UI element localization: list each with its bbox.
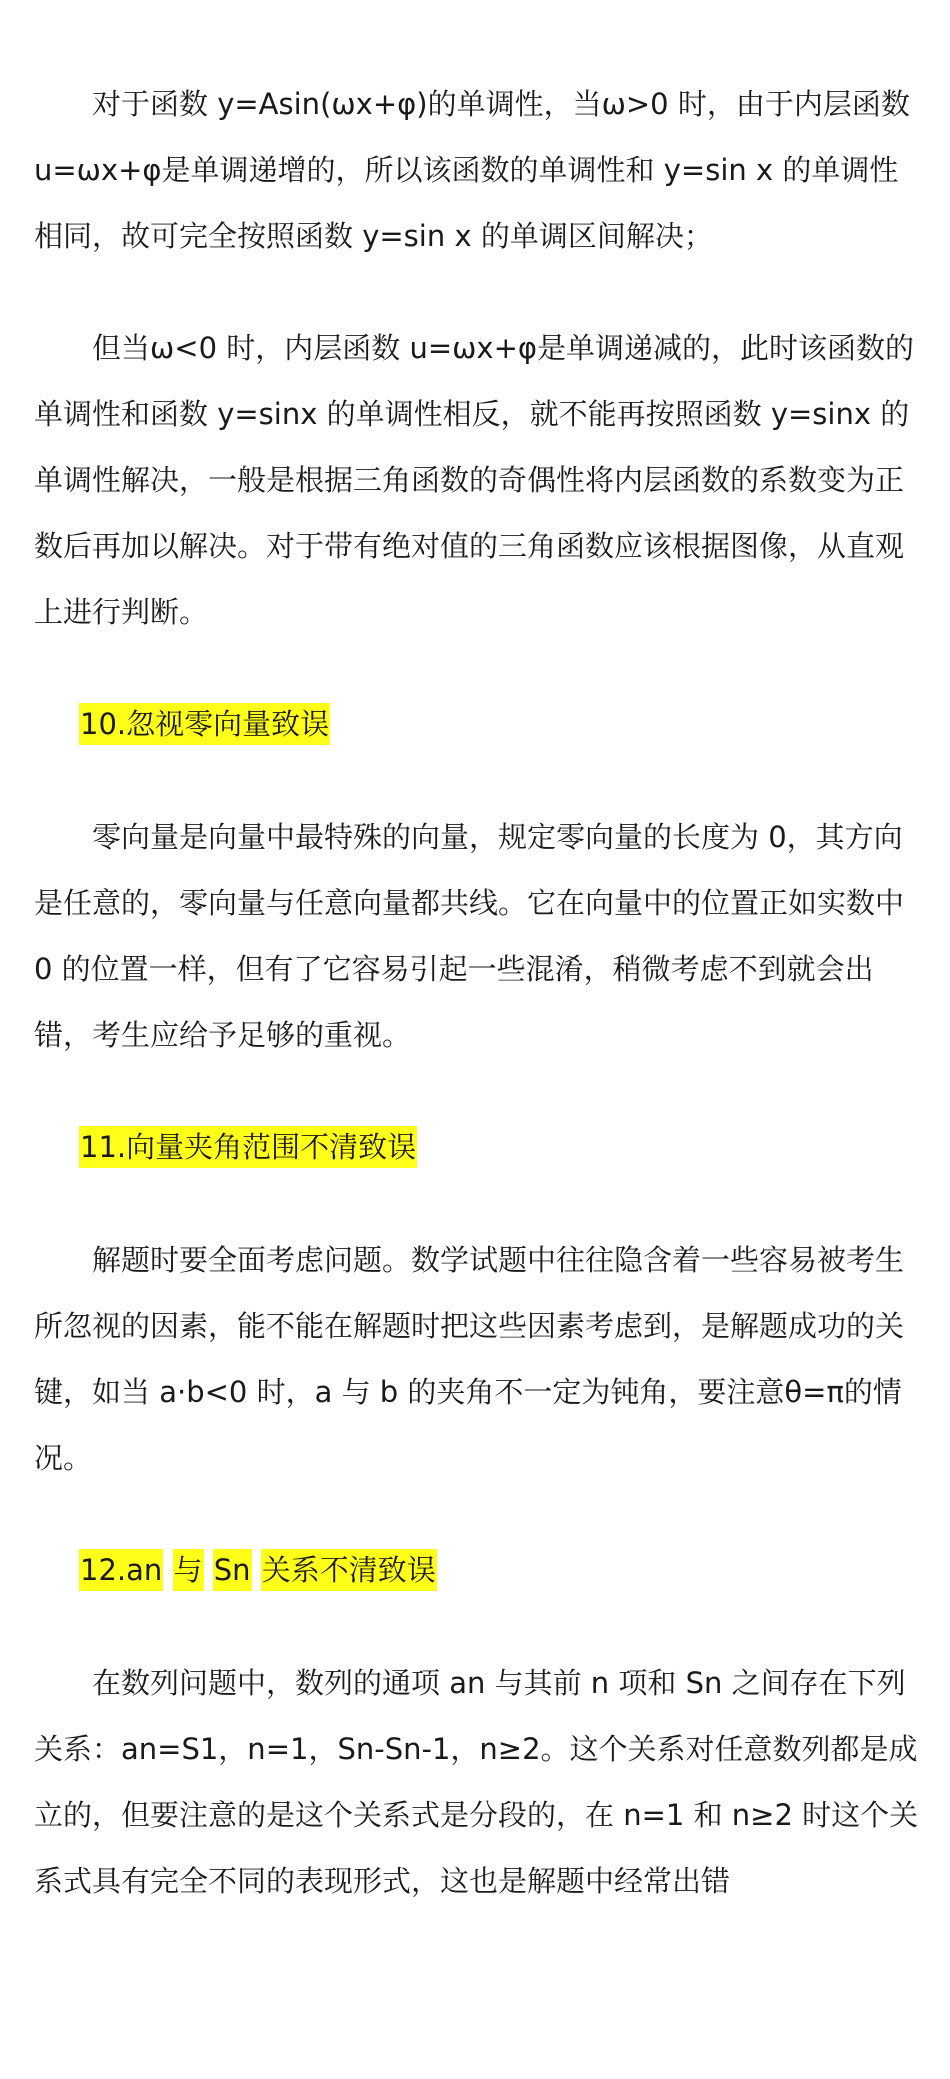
heading-12-part-d: 关系不清致误 [261, 1549, 437, 1591]
section-heading-11 [34, 1114, 920, 1180]
paragraph-monotonicity-negative: 但当ω<0 时，内层函数 u=ωx+φ是单调递减的，此时该函数的单调性和函数 y=sinx 的单调性相反，就不能再按照函数 y=sinx 的单调性解决，一般是根据三角函数的奇偶性将内层函数的系数变为正数后再加以解决。对于带有绝对值的三角函数应该根据图像，从直观上进行判断。 [34, 331, 915, 629]
section-heading-10 [34, 691, 920, 757]
heading-12-part-b: 与 [173, 1549, 204, 1591]
heading-12-part-c: Sn [213, 1549, 252, 1591]
heading-10-text: 10.忽视零向量致误 [79, 703, 330, 745]
heading-11-text: 11.向量夹角范围不清致误 [79, 1126, 417, 1168]
paragraph-vector-angle: 解题时要全面考虑问题。数学试题中往往隐含着一些容易被考生所忽视的因素，能不能在解题时把这些因素考虑到，是解题成功的关键，如当 a·b<0 时，a 与 b 的夹角不一定为钝角，要注意θ=π的情况。 [34, 1243, 905, 1475]
paragraph-zero-vector: 零向量是向量中最特殊的向量，规定零向量的长度为 0，其方向是任意的，零向量与任意向量都共线。它在向量中的位置正如实数中 0 的位置一样，但有了它容易引起一些混淆，稍微考虑不到就会出错，考生应给予足够的重视。 [34, 820, 905, 1052]
paragraph-sequence-relation: 在数列问题中，数列的通项 an 与其前 n 项和 Sn 之间存在下列关系：an=S1，n=1，Sn-Sn-1，n≥2。这个关系对任意数列都是成立的，但要注意的是这个关系式是分段的，在 n=1 和 n≥2 时这个关系式具有完全不同的表现形式，这也是解题中经常出错 [34, 1666, 919, 1898]
article-body [34, 71, 920, 1914]
heading-12-part-a: 12.an [79, 1549, 163, 1591]
paragraph-monotonicity-positive: 对于函数 y=Asin(ωx+φ)的单调性，当ω>0 时，由于内层函数 u=ωx+φ是单调递增的，所以该函数的单调性和 y=sin x 的单调性相同，故可完全按照函数 y=sin x 的单调区间解决； [34, 87, 910, 253]
section-heading-12 [34, 1537, 920, 1603]
